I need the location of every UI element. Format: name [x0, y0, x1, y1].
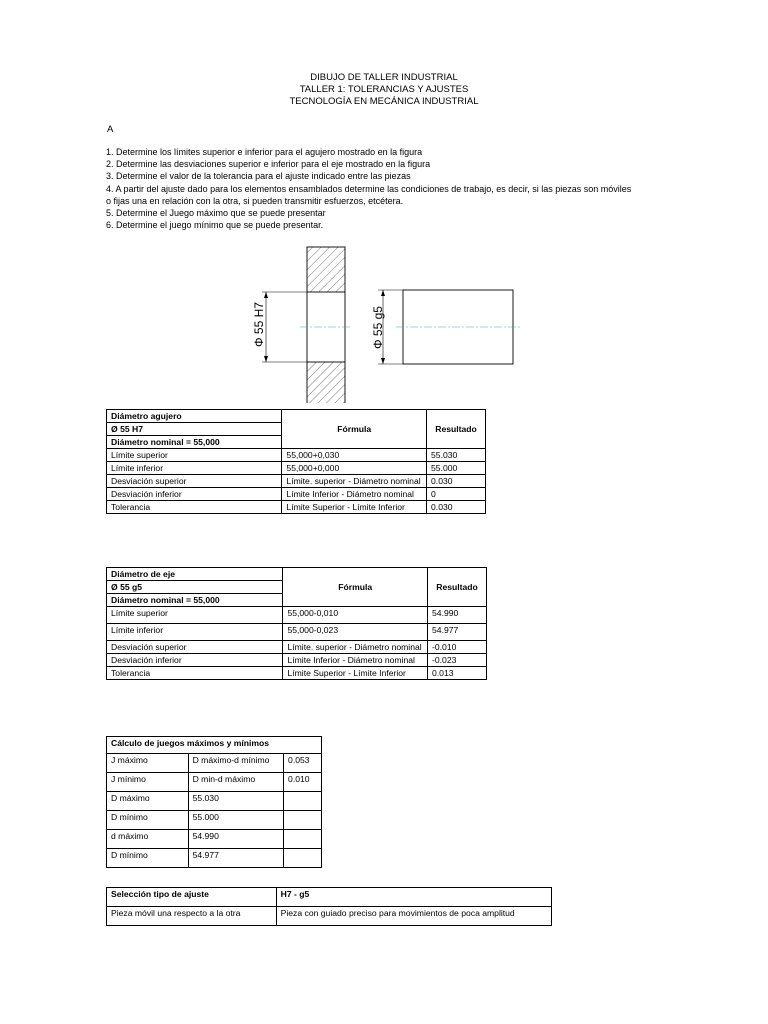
hatched-lower — [307, 362, 345, 403]
header-line-3: TECNOLOGÍA EN MECÁNICA INDUSTRIAL — [289, 96, 479, 107]
table-row — [107, 773, 322, 792]
hole-table — [106, 409, 486, 514]
result-header: Resultado — [427, 410, 486, 449]
row-formula: Límite Superior - Límite Inferior — [283, 667, 428, 680]
row-label: Desviación superior — [107, 475, 282, 488]
row-label: Tolerancia — [107, 667, 283, 680]
section-letter: A — [107, 124, 114, 135]
table-row — [107, 654, 487, 667]
row-formula: 55,000+0,030 — [282, 449, 427, 462]
table-row — [107, 811, 322, 830]
row-label: Límite superior — [107, 607, 283, 624]
row-result — [284, 792, 322, 811]
row-formula: Límite Inferior - Diámetro nominal — [283, 654, 428, 667]
row-result — [284, 849, 322, 868]
row-result: 55.000 — [427, 462, 486, 475]
technical-drawing — [240, 243, 530, 403]
instruction-item: 4. A partir del ajuste dado para los elementos ensamblados determine las condiciones de trabajo, es decir, si las piezas son móviles — [106, 183, 632, 194]
row-formula: 55.030 — [188, 792, 283, 811]
fit-head-value: H7 - g5 — [276, 888, 551, 907]
row-result: 0.030 — [427, 475, 486, 488]
hole-nominal: Diámetro nominal = 55,000 — [107, 436, 282, 449]
row-label: d máximo — [107, 830, 189, 849]
row-formula: Límite Superior - Límite Inferior — [282, 501, 427, 514]
row-formula: Límite. superior - Diámetro nominal — [283, 641, 428, 654]
row-result: 0.030 — [427, 501, 486, 514]
row-label: Desviación inferior — [107, 488, 282, 501]
header-line-2: TALLER 1: TOLERANCIAS Y AJUSTES — [299, 84, 469, 95]
instruction-item: 6. Determine el juego mínimo que se puede presentar. — [106, 220, 324, 231]
row-formula: 55,000-0,010 — [283, 607, 428, 624]
instruction-item: 2. Determine las desviaciones superior e inferior para el eje mostrado en la figura — [106, 159, 431, 170]
table-row — [107, 907, 552, 926]
row-result: 0.053 — [284, 754, 322, 773]
row-formula: 55,000-0,023 — [283, 624, 428, 641]
instruction-item: 1. Determine los límites superior e inferior para el agujero mostrado en la figura — [106, 147, 423, 157]
row-formula: Límite Inferior - Diámetro nominal — [282, 488, 427, 501]
header-line-1: DIBUJO DE TALLER INDUSTRIAL — [310, 72, 458, 83]
table-row — [107, 754, 322, 773]
table-row — [107, 607, 487, 624]
hole-spec: Ø 55 H7 — [107, 423, 282, 436]
instruction-item: o fijas una en relación con la otra, si pueden transmitir esfuerzos, etcétera. — [106, 195, 404, 206]
hole-dimension-label: Φ 55 H7 — [252, 302, 266, 347]
row-formula: Límite. superior - Diámetro nominal — [282, 475, 427, 488]
row-formula: 54.990 — [188, 830, 283, 849]
table-row — [107, 501, 486, 514]
shaft-table-title: Diámetro de eje — [107, 568, 283, 581]
table-row — [107, 449, 486, 462]
row-formula: D máximo-d mínimo — [188, 754, 283, 773]
clearance-table-title: Cálculo de juegos máximos y mínimos — [107, 737, 322, 754]
row-label: D máximo — [107, 792, 189, 811]
row-result: -0.010 — [428, 641, 487, 654]
row-result: 0.013 — [428, 667, 487, 680]
shaft-nominal: Diámetro nominal = 55,000 — [107, 594, 283, 607]
row-label: Desviación superior — [107, 641, 283, 654]
table-row — [107, 462, 486, 475]
row-result: 54.977 — [428, 624, 487, 641]
shaft-view — [371, 290, 520, 364]
row-result — [284, 830, 322, 849]
row-label: J mínimo — [107, 773, 189, 792]
shaft-table — [106, 567, 487, 680]
row-result: 0 — [427, 488, 486, 501]
table-row — [107, 849, 322, 868]
shaft-dimension-label: Φ 55 g5 — [371, 306, 385, 349]
table-row — [107, 624, 487, 641]
fit-table — [106, 887, 552, 926]
hole-table-title: Diámetro agujero — [107, 410, 282, 423]
shaft-spec: Ø 55 g5 — [107, 581, 283, 594]
document-header — [0, 72, 768, 108]
table-row — [107, 488, 486, 501]
row-label: Límite inferior — [107, 624, 283, 641]
row-label: Tolerancia — [107, 501, 282, 514]
clearance-table — [106, 736, 322, 868]
result-header: Resultado — [428, 568, 487, 607]
row-result: 54.990 — [428, 607, 487, 624]
row-label: Límite superior — [107, 449, 282, 462]
row-label: Desviación inferior — [107, 654, 283, 667]
row-formula: 55.000 — [188, 811, 283, 830]
table-row — [107, 830, 322, 849]
row-formula: 55,000+0,000 — [282, 462, 427, 475]
fit-row-label: Pieza móvil una respecto a la otra — [107, 907, 277, 926]
row-label: J máximo — [107, 754, 189, 773]
hatched-upper — [307, 247, 345, 292]
row-label: D mínimo — [107, 849, 189, 868]
instruction-item: 5. Determine el Juego máximo que se puede presentar — [106, 208, 326, 219]
row-result: -0.023 — [428, 654, 487, 667]
formula-header: Fórmula — [282, 410, 427, 449]
fit-row-value: Pieza con guiado preciso para movimientos de poca amplitud — [276, 907, 551, 926]
row-formula: D min-d máximo — [188, 773, 283, 792]
hole-section — [252, 247, 352, 403]
row-label: D mínimo — [107, 811, 189, 830]
table-row — [107, 475, 486, 488]
row-result — [284, 811, 322, 830]
row-result: 0.010 — [284, 773, 322, 792]
formula-header: Fórmula — [283, 568, 428, 607]
instruction-item: 3. Determine el valor de la tolerancia para el ajuste indicado entre las piezas — [106, 171, 411, 182]
table-row — [107, 641, 487, 654]
table-row — [107, 667, 487, 680]
instructions-list — [106, 146, 676, 231]
row-label: Límite inferior — [107, 462, 282, 475]
row-result: 55.030 — [427, 449, 486, 462]
table-row — [107, 792, 322, 811]
row-formula: 54.977 — [188, 849, 283, 868]
fit-head-label: Selección tipo de ajuste — [107, 888, 277, 907]
